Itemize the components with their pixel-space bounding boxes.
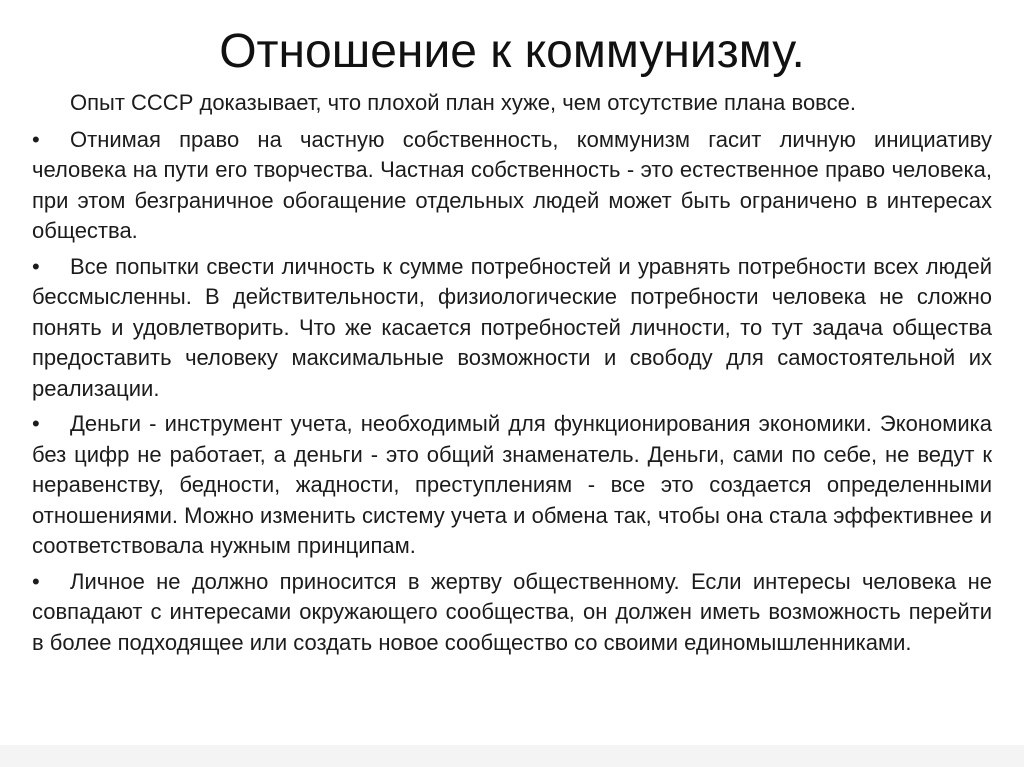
bullet-icon: • xyxy=(32,411,40,436)
bullet-item xyxy=(32,567,992,659)
bullet-text: Деньги - инструмент учета, необходимый для функционирования экономики. Экономика без цифр не работает, а деньги - это общий знаменатель. Деньги, сами по себе, не ведут к неравенству, бедности, жадности, преступлениям - все это создается определенными отношениями. Можно изменить систему учета и обмена так, чтобы она стала эффективнее и соответствовала нужным принципам. xyxy=(32,411,992,558)
bullet-icon: • xyxy=(32,126,40,152)
bullet-text: Личное не должно приносится в жертву общественному. Если интересы человека не совпадают с интересами окружающего сообщества, он должен иметь возможность перейти в более подходящее или создать новое сообщество со своими единомышленниками. xyxy=(32,568,992,655)
bullet-item xyxy=(32,252,992,405)
bullet-icon: • xyxy=(32,253,40,279)
slide-body xyxy=(32,88,992,663)
bullet-text: Отнимая право на частную собственность, коммунизм гасит личную инициативу человека на пути его творчества. Частная собственность - это естественное право человека, при этом безграничное обогащение отдельных людей может быть ограничено в интересах общества. xyxy=(32,126,992,243)
slide-title: Отношение к коммунизму. xyxy=(219,25,805,78)
bullet-item xyxy=(32,125,992,247)
slide-bottom-strip xyxy=(0,745,1024,767)
intro-paragraph: Опыт СССР доказывает, что плохой план хуже, чем отсутствие плана вовсе. xyxy=(70,90,856,115)
bullet-text: Все попытки свести личность к сумме потребностей и уравнять потребности всех людей бессмысленны. В действительности, физиологические потребности человека не сложно понять и удовлетворить. Что же касается потребностей личности, то тут задача общества предоставить человеку максимальные возможности и свободу для самостоятельной их реализации. xyxy=(32,253,992,401)
bullet-icon: • xyxy=(32,568,40,594)
bullet-item xyxy=(32,409,992,562)
